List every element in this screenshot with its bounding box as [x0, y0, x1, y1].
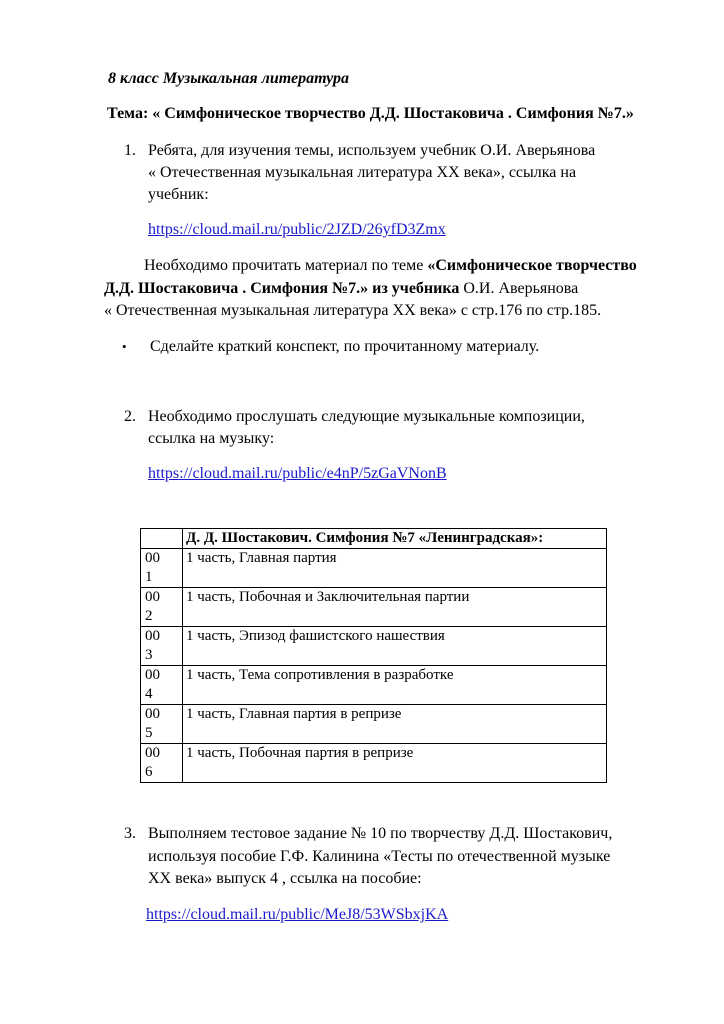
- topic-title: Тема: « Симфоническое творчество Д.Д. Шостаковича . Симфония №7.»: [107, 105, 634, 122]
- item3-number: 3.: [124, 825, 136, 842]
- table-row: [141, 549, 607, 588]
- item1-para-line1: [144, 257, 637, 275]
- item1-text1: Ребята, для изучения темы, используем учебник О.И. Аверьянова: [148, 142, 596, 159]
- music-link[interactable]: https://cloud.mail.ru/public/e4nP/5zGaVNonB: [148, 465, 447, 482]
- table-header-empty: [141, 529, 183, 549]
- test-link[interactable]: https://cloud.mail.ru/public/MeJ8/53WSbxjKA: [146, 906, 449, 923]
- track-number-b: 3: [145, 647, 153, 663]
- track-number: [141, 705, 183, 744]
- item2-line2: ссылка на музыку:: [148, 430, 275, 447]
- track-number: [141, 549, 183, 588]
- item1-line1: [124, 142, 595, 160]
- track-number-a: 00: [145, 589, 160, 605]
- track-number: [141, 666, 183, 705]
- item1-para-line2: [104, 280, 578, 298]
- item1-para-author: О.И. Аверьянова: [459, 280, 579, 297]
- table-row: [141, 627, 607, 666]
- item3-line2: используя пособие Г.Ф. Калинина «Тесты по отечественной музыке: [148, 848, 611, 865]
- item1-para-start: Необходимо прочитать материал по теме: [144, 257, 428, 274]
- track-number: [141, 744, 183, 783]
- bullet-text: Сделайте краткий конспект, по прочитанному материалу.: [150, 338, 540, 355]
- track-title: 1 часть, Тема сопротивления в разработке: [183, 666, 607, 705]
- item1-para-bold2: Д.Д. Шостаковича . Симфония №7.» из учебника: [104, 280, 460, 297]
- item3-text1: Выполняем тестовое задание № 10 по творчеству Д.Д. Шостакович,: [148, 825, 613, 842]
- item1-number: 1.: [124, 142, 136, 159]
- page-heading: 8 класс Музыкальная литература: [108, 70, 350, 87]
- table-header-title: Д. Д. Шостакович. Симфония №7 «Ленинградская»:: [183, 529, 607, 549]
- track-number-a: 00: [145, 628, 160, 644]
- track-title: 1 часть, Эпизод фашистского нашествия: [183, 627, 607, 666]
- table-row: [141, 588, 607, 627]
- bullet-icon: •: [122, 339, 127, 354]
- table-header-row: [141, 529, 607, 549]
- textbook-link[interactable]: https://cloud.mail.ru/public/2JZD/26yfD3Zmx: [148, 221, 446, 238]
- track-number-b: 1: [145, 569, 153, 585]
- track-number-a: 00: [145, 667, 160, 683]
- track-number-b: 6: [145, 764, 153, 780]
- item3-line1: [124, 825, 612, 843]
- track-number-b: 2: [145, 608, 153, 624]
- item3-line3: XX века» выпуск 4 , ссылка на пособие:: [148, 870, 422, 887]
- item2-text1: Необходимо прослушать следующие музыкальные композиции,: [148, 408, 585, 425]
- item1-line3: учебник:: [148, 186, 209, 203]
- track-title: 1 часть, Побочная партия в репризе: [183, 744, 607, 783]
- table-row: [141, 705, 607, 744]
- track-number-b: 4: [145, 686, 153, 702]
- track-number: [141, 627, 183, 666]
- track-number-a: 00: [145, 550, 160, 566]
- item1-para-bold1: «Симфоническое творчество: [427, 257, 637, 274]
- track-number-a: 00: [145, 745, 160, 761]
- track-number-b: 5: [145, 725, 153, 741]
- item1-para-line3: « Отечественная музыкальная литература XX века» с стр.176 по стр.185.: [104, 302, 602, 319]
- tracks-table: [140, 528, 607, 783]
- item1-line2: « Отечественная музыкальная литература XX века», ссылка на: [148, 164, 577, 181]
- track-title: 1 часть, Побочная и Заключительная партии: [183, 588, 607, 627]
- item2-number: 2.: [124, 408, 136, 425]
- bullet-item: [122, 338, 127, 356]
- track-title: 1 часть, Главная партия в репризе: [183, 705, 607, 744]
- track-title: 1 часть, Главная партия: [183, 549, 607, 588]
- table-row: [141, 744, 607, 783]
- table-row: [141, 666, 607, 705]
- item2-line1: [124, 408, 585, 426]
- track-number: [141, 588, 183, 627]
- track-number-a: 00: [145, 706, 160, 722]
